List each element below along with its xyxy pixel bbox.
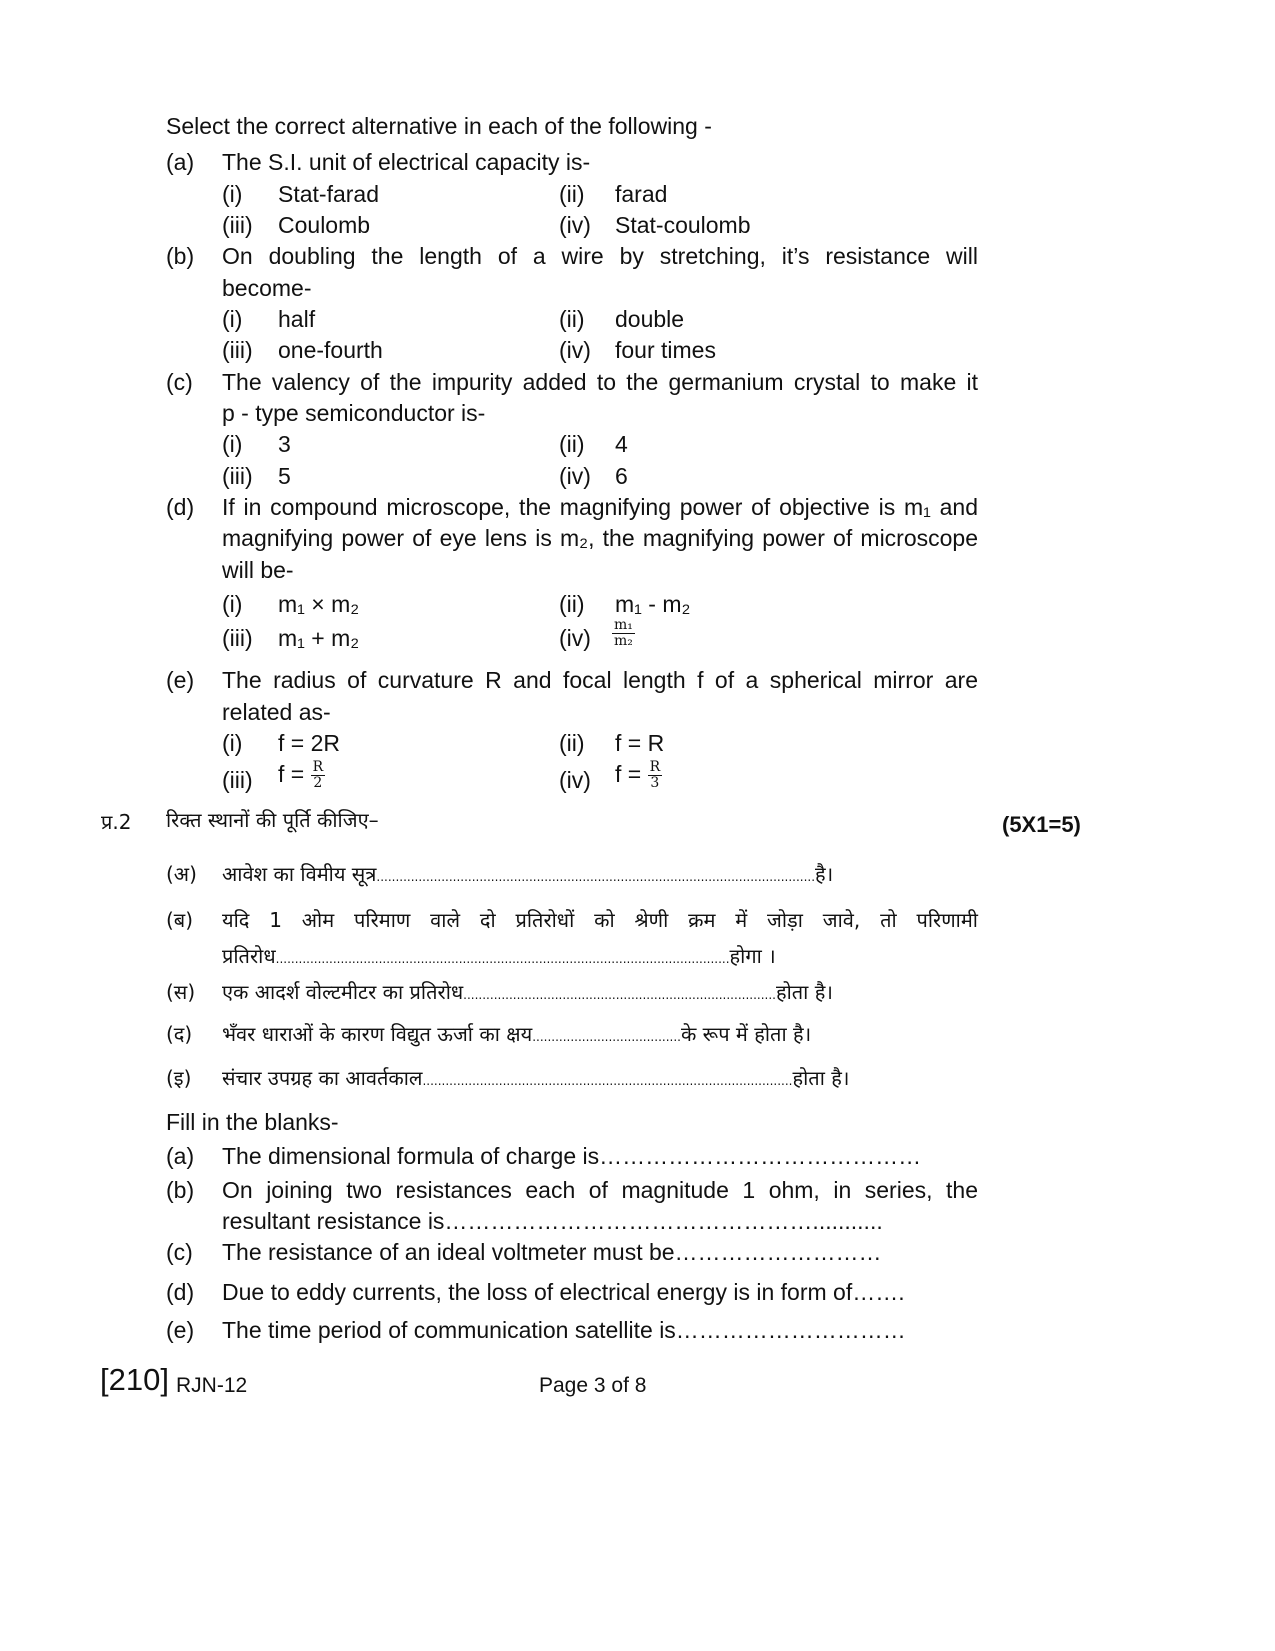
option-text: m₁ × m₂ [278, 591, 360, 617]
marks-allocation: (5X1=5) [1002, 812, 1081, 837]
hindi-item-stem: आवेश का विमीय सूत्र [222, 862, 377, 886]
option-text: f = 2R [278, 730, 341, 756]
english-heading: Fill in the blanks- [166, 1109, 339, 1135]
option-text: 4 [615, 431, 628, 457]
page-number: Page 3 of 8 [539, 1374, 647, 1397]
question-label: (a) [166, 149, 195, 175]
option-text: farad [615, 181, 668, 207]
option-text: four times [615, 337, 716, 363]
option-text: m₁ - m₂ [615, 591, 691, 617]
english-item-label: (b) [166, 1177, 195, 1203]
option-num: (iii) [222, 463, 253, 489]
question-text-cont: p - type semiconductor is- [222, 400, 486, 426]
english-item-label: (d) [166, 1279, 195, 1305]
hindi-item-label: (स) [166, 980, 196, 1004]
blank-dots: ....................................... [532, 1030, 681, 1044]
option-num: (iv) [559, 767, 591, 793]
question-text-cont: magnifying power of eye lens is m₂, the magnifying power of microscope [222, 525, 978, 551]
option-text: Coulomb [278, 212, 371, 238]
question-number: प्र.2 [101, 810, 132, 834]
hindi-item-label: (द) [166, 1022, 193, 1046]
option-num: (ii) [559, 730, 585, 756]
hindi-item-stem: भँवर धाराओं के कारण विद्युत ऊर्जा का क्षय [222, 1022, 533, 1046]
fraction-numerator: R [312, 759, 324, 776]
hindi-item-stem: एक आदर्श वोल्टमीटर का प्रतिरोध [222, 980, 464, 1004]
question-label: (d) [166, 494, 195, 520]
option-num: (ii) [559, 591, 585, 617]
option-num: (i) [222, 591, 243, 617]
option-text: 3 [278, 431, 291, 457]
fraction-numerator: m₁ [614, 617, 633, 634]
option-num: (ii) [559, 306, 585, 332]
option-text: 5 [278, 463, 291, 489]
hindi-item-label: (अ) [166, 862, 197, 886]
hindi-item-text-cont [222, 942, 776, 973]
question-text: The valency of the impurity added to the germanium crystal to make it [222, 369, 978, 395]
option-num: (ii) [559, 431, 585, 457]
option-num: (iv) [559, 337, 591, 363]
question-text: The radius of curvature R and focal length f of a spherical mirror are [222, 667, 978, 693]
hindi-item-text [222, 1064, 849, 1095]
english-item-text-cont: resultant resistance is…………………………………………........... [222, 1208, 883, 1234]
english-item-text: The dimensional formula of charge is…………………………………… [222, 1143, 922, 1169]
hindi-item-text: यदि 1 ओम परिमाण वाले दो प्रतिरोधों को श्रेणी क्रम में जोड़ा जावे, तो परिणामी [222, 908, 978, 932]
fraction-option [615, 760, 662, 791]
blank-dots: ................................................................................................. [422, 1074, 793, 1088]
hindi-item-end: होता है। [775, 980, 833, 1004]
option-num: (i) [222, 306, 243, 332]
fraction [648, 760, 663, 791]
hindi-item-label: (ब) [166, 908, 194, 932]
option-num: (iv) [559, 625, 591, 651]
hindi-item-end: है। [815, 862, 834, 886]
english-item-text: The time period of communication satellite is………………………… [222, 1317, 906, 1343]
english-item-text: Due to eddy currents, the loss of electrical energy is in form of……. [222, 1279, 905, 1305]
question-text-cont: become- [222, 275, 312, 301]
blank-dots: .................................................................................. [463, 988, 776, 1002]
option-num: (iv) [559, 463, 591, 489]
question-label: (b) [166, 243, 195, 269]
option-text: Stat-farad [278, 181, 379, 207]
option-text: f = R [615, 730, 665, 756]
fraction-prefix: f = [615, 761, 642, 787]
fraction-prefix: f = [278, 761, 305, 787]
option-num: (ii) [559, 181, 585, 207]
english-item-text: The resistance of an ideal voltmeter must be……………………… [222, 1239, 882, 1265]
option-text: 6 [615, 463, 628, 489]
option-num: (iii) [222, 767, 253, 793]
hindi-item-label: (इ) [166, 1066, 192, 1090]
fraction-denominator: 3 [650, 775, 660, 792]
option-text: one-fourth [278, 337, 383, 363]
option-num: (i) [222, 730, 243, 756]
fraction [612, 618, 635, 649]
question-text-cont: will be- [222, 557, 294, 583]
paper-code: [210] [100, 1362, 169, 1397]
fraction-option [278, 760, 325, 791]
option-num: (iii) [222, 212, 253, 238]
english-item-label: (a) [166, 1143, 195, 1169]
option-num: (i) [222, 181, 243, 207]
fraction [311, 760, 326, 791]
hindi-item-stem: संचार उपग्रह का आवर्तकाल [222, 1066, 423, 1090]
option-num: (iii) [222, 625, 253, 651]
hindi-item-end: होता है। [792, 1066, 850, 1090]
option-text: m₁ + m₂ [278, 625, 360, 651]
question-title: रिक्त स्थानों की पूर्ति कीजिए– [166, 808, 379, 832]
fraction-denominator: 2 [313, 775, 323, 792]
section-instruction: Select the correct alternative in each of the following - [166, 113, 712, 139]
fraction-option [612, 618, 635, 649]
hindi-item-text [222, 860, 833, 891]
option-num: (iii) [222, 337, 253, 363]
question-text: The S.I. unit of electrical capacity is- [222, 149, 591, 175]
english-item-text: On joining two resistances each of magnitude 1 ohm, in series, the [222, 1177, 978, 1203]
option-text: half [278, 306, 316, 332]
hindi-item-end: के रूप में होता है। [680, 1022, 812, 1046]
question-label: (c) [166, 369, 193, 395]
blank-dots: ................................................................................................................... [376, 870, 816, 884]
hindi-item-text [222, 978, 833, 1009]
option-text: Stat-coulomb [615, 212, 751, 238]
question-text: If in compound microscope, the magnifying power of objective is m₁ and [222, 494, 978, 520]
question-label: (e) [166, 667, 195, 693]
fraction-numerator: R [649, 759, 661, 776]
option-text: double [615, 306, 685, 332]
english-item-label: (c) [166, 1239, 193, 1265]
english-item-label: (e) [166, 1317, 195, 1343]
hindi-item-text [222, 1020, 811, 1051]
blank-dots: ....................................................................................................................... [275, 952, 730, 966]
option-num: (i) [222, 431, 243, 457]
question-text: On doubling the length of a wire by stretching, it’s resistance will [222, 243, 978, 269]
fraction-denominator: m₂ [614, 633, 633, 650]
option-num: (iv) [559, 212, 591, 238]
question-text-cont: related as- [222, 699, 331, 725]
series-code: RJN-12 [176, 1374, 248, 1397]
hindi-item-end: होगा । [729, 944, 776, 968]
hindi-item-stem: प्रतिरोध [222, 944, 276, 968]
